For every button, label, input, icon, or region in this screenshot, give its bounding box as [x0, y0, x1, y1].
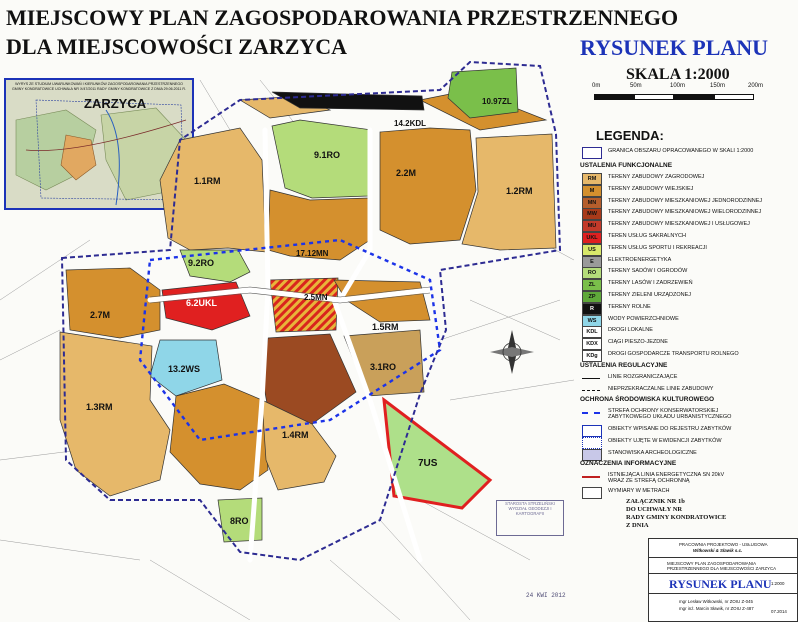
- divider: [649, 573, 797, 574]
- firm-partners: Witkowski & Sławik s.c.: [693, 548, 743, 553]
- legend-label: TERENY ROLNE: [608, 303, 651, 310]
- legend-swatch: MU: [582, 220, 602, 232]
- zone-label: 1.1RM: [194, 176, 221, 186]
- legend-swatch: MN: [582, 197, 602, 209]
- zone-label: 9.2RO: [188, 258, 215, 268]
- legend-label: OBIEKTY WPISANE DO REJESTRU ZABYTKÓW: [608, 426, 732, 432]
- inset-village-name: ZARZYCA: [84, 96, 147, 111]
- legend-row: [582, 406, 796, 422]
- legend-row: [582, 384, 796, 396]
- sheet-scale: 1:2000: [771, 581, 785, 586]
- legend-swatch: WS: [582, 315, 602, 327]
- legend-label: TEREN USŁUG SAKRALNYCH: [608, 233, 686, 239]
- legend-label: LINIE ROZGRANICZAJĄCE: [608, 374, 678, 380]
- divider: [649, 593, 797, 594]
- legend-row: [582, 255, 796, 267]
- legend-swatch: KDg: [582, 350, 602, 362]
- legend-swatch: ZP: [582, 291, 602, 303]
- legend-label: CIĄGI PIESZO-JEZDNE: [608, 339, 668, 346]
- legend-row: [582, 486, 796, 498]
- legend-row: [582, 231, 796, 243]
- scale-segment: [634, 94, 674, 100]
- legend-label: TERENY ZABUDOWY WIEJSKIEJ: [608, 185, 694, 192]
- scale-tick: 150m: [710, 83, 726, 89]
- legend: [574, 128, 796, 498]
- zone-label: 13.2WS: [168, 364, 201, 374]
- zone-label: 9.1RO: [314, 150, 341, 160]
- title-block: [648, 538, 798, 622]
- north-arrow: [490, 330, 534, 374]
- zone-label: 1.3RM: [86, 402, 113, 412]
- zone-label: 17.12MN: [296, 249, 329, 258]
- legend-label: ISTNIEJĄCA LINIA ENERGETYCZNA SN 20kV WRAZ ZE STREFĄ OCHRONNĄ: [608, 472, 725, 484]
- annex-line: DO UCHWAŁY NR: [626, 506, 683, 513]
- zone-mu-center: [270, 278, 338, 332]
- legend-row: [582, 207, 796, 219]
- legend-label: DROGI GOSPODARCZE TRANSPORTU ROLNEGO: [608, 351, 739, 357]
- legend-swatch: E: [582, 256, 602, 268]
- legend-title: LEGENDA:: [596, 128, 664, 143]
- annex-line: RADY GMINY KONDRATOWICE: [626, 514, 727, 521]
- zone-label: 7US: [418, 458, 438, 469]
- firm-name: PRACOWNIA PROJEKTOWO - USŁUGOWA: [679, 542, 768, 547]
- zone-label: 2.7M: [90, 310, 111, 320]
- legend-swatch: KDL: [582, 326, 602, 338]
- legend-label: TEREN USŁUG SPORTU I REKREACJI: [608, 244, 707, 251]
- legend-row: [582, 325, 796, 337]
- annex-line: ZAŁĄCZNIK NR 1b: [626, 498, 685, 505]
- office-stamp: [496, 500, 564, 536]
- plan-title-line1: MIEJSCOWY PLAN ZAGOSPODAROWANIA PRZESTRZENNEGO: [6, 5, 679, 30]
- legend-row: [582, 302, 796, 314]
- zone-label: 2.2M: [396, 168, 417, 178]
- plan-map: [0, 60, 574, 620]
- legend-section: USTALENIA REGULACYJNE: [580, 362, 668, 369]
- legend-label: TERENY ZABUDOWY MIESZKANIOWEJ I USŁUGOWEJ: [608, 221, 750, 228]
- legend-label: GRANICA OBSZARU OPRACOWANEGO W SKALI 1:2000: [608, 148, 754, 154]
- legend-row: [582, 424, 796, 436]
- scale-segment: [714, 94, 754, 100]
- author-1: mgr Lesław Witkowski, nr ZOIU Z-045: [679, 599, 753, 604]
- legend-row: [582, 219, 796, 231]
- legend-row: [582, 470, 796, 486]
- scale-label: SKALA 1:2000: [626, 66, 730, 83]
- scale-bar: [590, 83, 786, 102]
- legend-row: [582, 172, 796, 184]
- scale-tick: 0m: [592, 83, 601, 89]
- author-2: mgr inż. Marcin Sławik, nr ZOIU Z-487: [679, 606, 754, 611]
- legend-swatch: UKL: [582, 232, 602, 244]
- legend-label: TERENY ZABUDOWY MIESZKANIOWEJ JEDNORODZINNEJ: [608, 197, 763, 204]
- zone-label: 1.4RM: [282, 430, 309, 440]
- legend-row: [582, 337, 796, 349]
- scale-tick: 50m: [630, 83, 642, 89]
- legend-swatch: RM: [582, 173, 602, 185]
- legend-row: [582, 196, 796, 208]
- legend-row: [582, 436, 796, 448]
- inset-caption: WYRYS ZE STUDIUM UWARUNKOWAŃ I KIERUNKÓW ZAGOSPODAROWANIA PRZESTRZENNEGO GMINY KONDRATOWICE UCHWAŁA NR X/47/2011 RADY GMINY KONDRATOWICE Z DNIA 29.06.2011 R.: [11, 82, 186, 91]
- zone-label: 3.1RO: [370, 362, 397, 372]
- annex-line: Z DNIA: [626, 522, 649, 529]
- zone-label: 14.2KDL: [394, 119, 427, 128]
- plan-date: 07.2014: [771, 609, 787, 614]
- legend-label: NIEPRZEKRACZALNE LINIE ZABUDOWY: [608, 386, 714, 392]
- scale-segment: [594, 94, 634, 100]
- zone-label: 10.97ZL: [482, 97, 512, 106]
- legend-section: OCHRONA ŚRODOWISKA KULTUROWEGO: [580, 396, 715, 403]
- legend-label: TERENY ZABUDOWY MIESZKANIOWEJ WIELORODZINNEJ: [608, 209, 762, 216]
- legend-label: DROGI LOKALNE: [608, 327, 653, 334]
- legend-row-boundary: [582, 146, 796, 158]
- scale-tick: 100m: [670, 83, 686, 89]
- legend-label: OBIEKTY UJĘTE W EWIDENCJI ZABYTKÓW: [608, 438, 722, 444]
- legend-row: [582, 314, 796, 326]
- legend-row: [582, 266, 796, 278]
- zone-m-northeast: [380, 128, 476, 244]
- legend-swatch: M: [582, 185, 602, 197]
- stamp-date: 24 KWI 2012: [526, 592, 566, 599]
- legend-label: WODY POWIERZCHNIOWE: [608, 315, 679, 322]
- legend-label: STANOWISKA ARCHEOLOGICZNE: [608, 450, 697, 456]
- legend-swatch: MW: [582, 208, 602, 220]
- zone-label: 8RO: [230, 516, 249, 526]
- legend-row: [582, 372, 796, 384]
- dashed-line-swatch: [582, 385, 600, 391]
- zone-rm-southwest: [60, 332, 170, 496]
- legend-label: STREFA OCHRONY KONSERWATORSKIEJ ZABYTKOWEGO UKŁADU URBANISTYCZNEGO: [608, 408, 732, 420]
- legend-label: TERENY SADÓW I OGRODÓW: [608, 268, 688, 275]
- drawing-title: RYSUNEK PLANU: [580, 35, 769, 60]
- sheet-title: RYSUNEK PLANU: [669, 577, 772, 591]
- power-line-swatch: [582, 471, 600, 478]
- legend-label: WYMIARY W METRACH: [608, 488, 670, 494]
- legend-row: [582, 278, 796, 290]
- legend-label: TERENY ZIELENI URZĄDZONEJ: [608, 292, 692, 298]
- legend-swatch: RO: [582, 267, 602, 279]
- legend-row: [582, 184, 796, 196]
- legend-row: [582, 349, 796, 361]
- line-swatch: [582, 373, 600, 379]
- zone-label: 2.5MN: [304, 293, 328, 302]
- legend-label: TERENY ZABUDOWY ZAGRODOWEJ: [608, 174, 705, 180]
- legend-swatch: KDX: [582, 338, 602, 350]
- legend-row: [582, 243, 796, 255]
- legend-swatch: R: [582, 303, 602, 315]
- zone-label: 6.2UKL: [186, 298, 218, 308]
- legend-label: TERENY LASÓW I ZADRZEWIEŃ: [608, 280, 693, 287]
- legend-label: ELEKTROENERGETYKA: [608, 256, 672, 263]
- legend-section: USTALENIA FUNKCJONALNE: [580, 162, 673, 169]
- dimension-swatch: [582, 487, 602, 499]
- legend-row: [582, 448, 796, 460]
- annex-note: [626, 498, 726, 530]
- divider: [649, 557, 797, 558]
- legend-section: OZNACZENIA INFORMACYJNE: [580, 460, 677, 467]
- plan-topic: MIEJSCOWY PLAN ZAGOSPODAROWANIA PRZESTRZENNEGO DLA MIEJSCOWOŚCI ZARZYCA: [667, 561, 777, 571]
- zone-label: 1.5RM: [372, 322, 399, 332]
- scale-tick: 200m: [748, 83, 764, 89]
- legend-row: [582, 290, 796, 302]
- legend-swatch: ZL: [582, 279, 602, 291]
- stamp-text: STAROSTA STRZELIŃSKI WYDZIAŁ GEODEZJI I KARTOGRAFII: [505, 501, 555, 516]
- legend-swatch: US: [582, 244, 602, 256]
- plan-title-line2: DLA MIEJSCOWOŚCI ZARZYCA: [6, 34, 348, 59]
- scale-segment: [674, 94, 714, 100]
- zone-label: 1.2RM: [506, 186, 533, 196]
- conservation-swatch: [582, 407, 600, 414]
- boundary-swatch: [582, 147, 602, 159]
